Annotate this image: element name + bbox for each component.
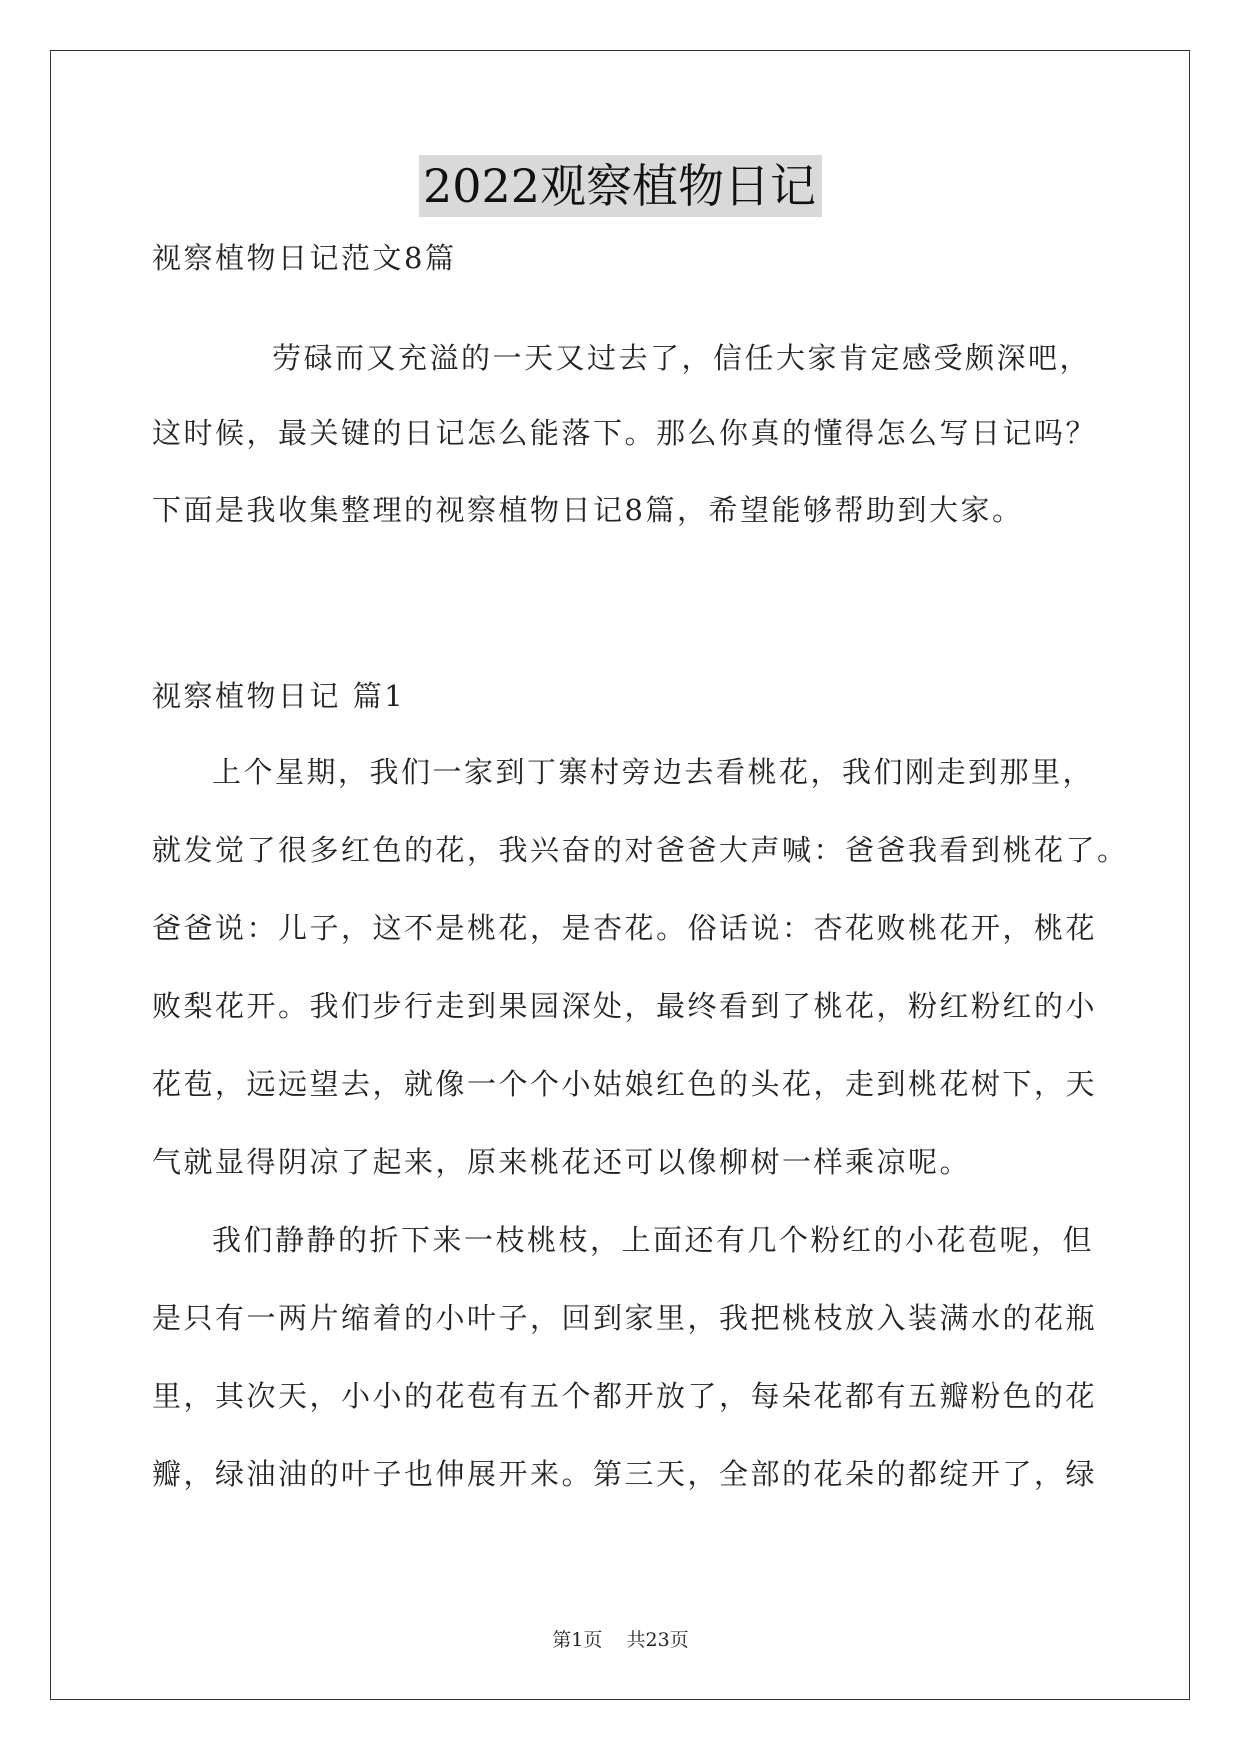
paragraph1-line-1: 上个星期，我们一家到丁寨村旁边去看桃花，我们刚走到那里，: [212, 755, 1095, 789]
paragraph2-line-4: 瓣，绿油油的叶子也伸展开来。第三天，全部的花朵的都绽开了，绿: [152, 1457, 1098, 1491]
intro-line-2: 这时候，最关键的日记怎么能落下。那么你真的懂得怎么写日记吗？: [152, 416, 1098, 450]
paragraph1-line-5: 花苞，远远望去，就像一个个小姑娘红色的头花，走到桃花树下，天: [152, 1067, 1098, 1101]
paragraph1-line-6: 气就显得阴凉了起来，原来桃花还可以像柳树一样乘凉呢。: [152, 1145, 972, 1179]
intro-line-1: 劳碌而又充溢的一天又过去了，信任大家肯定感受颇深吧，: [272, 341, 1092, 375]
paragraph1-line-4: 败梨花开。我们步行走到果园深处，最终看到了桃花，粉红粉红的小: [152, 989, 1098, 1023]
title-container: [0, 155, 1241, 217]
section-heading: 视察植物日记 篇1: [152, 679, 406, 713]
paragraph1-line-3: 爸爸说：儿子，这不是桃花，是杏花。俗话说：杏花败桃花开，桃花: [152, 911, 1098, 945]
intro-line-3: 下面是我收集整理的视察植物日记8篇，希望能够帮助到大家。: [152, 493, 1024, 527]
page-total: 共23页: [626, 1629, 689, 1651]
document-title: 2022观察植物日记: [419, 155, 822, 217]
document-subtitle: 视察植物日记范文8篇: [152, 241, 457, 275]
page-footer: [0, 1628, 1241, 1652]
paragraph2-line-1: 我们静静的折下来一枝桃枝，上面还有几个粉红的小花苞呢，但: [212, 1223, 1095, 1257]
paragraph1-line-2: 就发觉了很多红色的花，我兴奋的对爸爸大声喊：爸爸我看到桃花了。: [152, 833, 1129, 867]
paragraph2-line-3: 里，其次天，小小的花苞有五个都开放了，每朵花都有五瓣粉色的花: [152, 1379, 1098, 1413]
page-number: 第1页: [552, 1629, 603, 1651]
paragraph2-line-2: 是只有一两片缩着的小叶子，回到家里，我把桃枝放入装满水的花瓶: [152, 1301, 1098, 1335]
page-border: [50, 50, 1190, 1700]
